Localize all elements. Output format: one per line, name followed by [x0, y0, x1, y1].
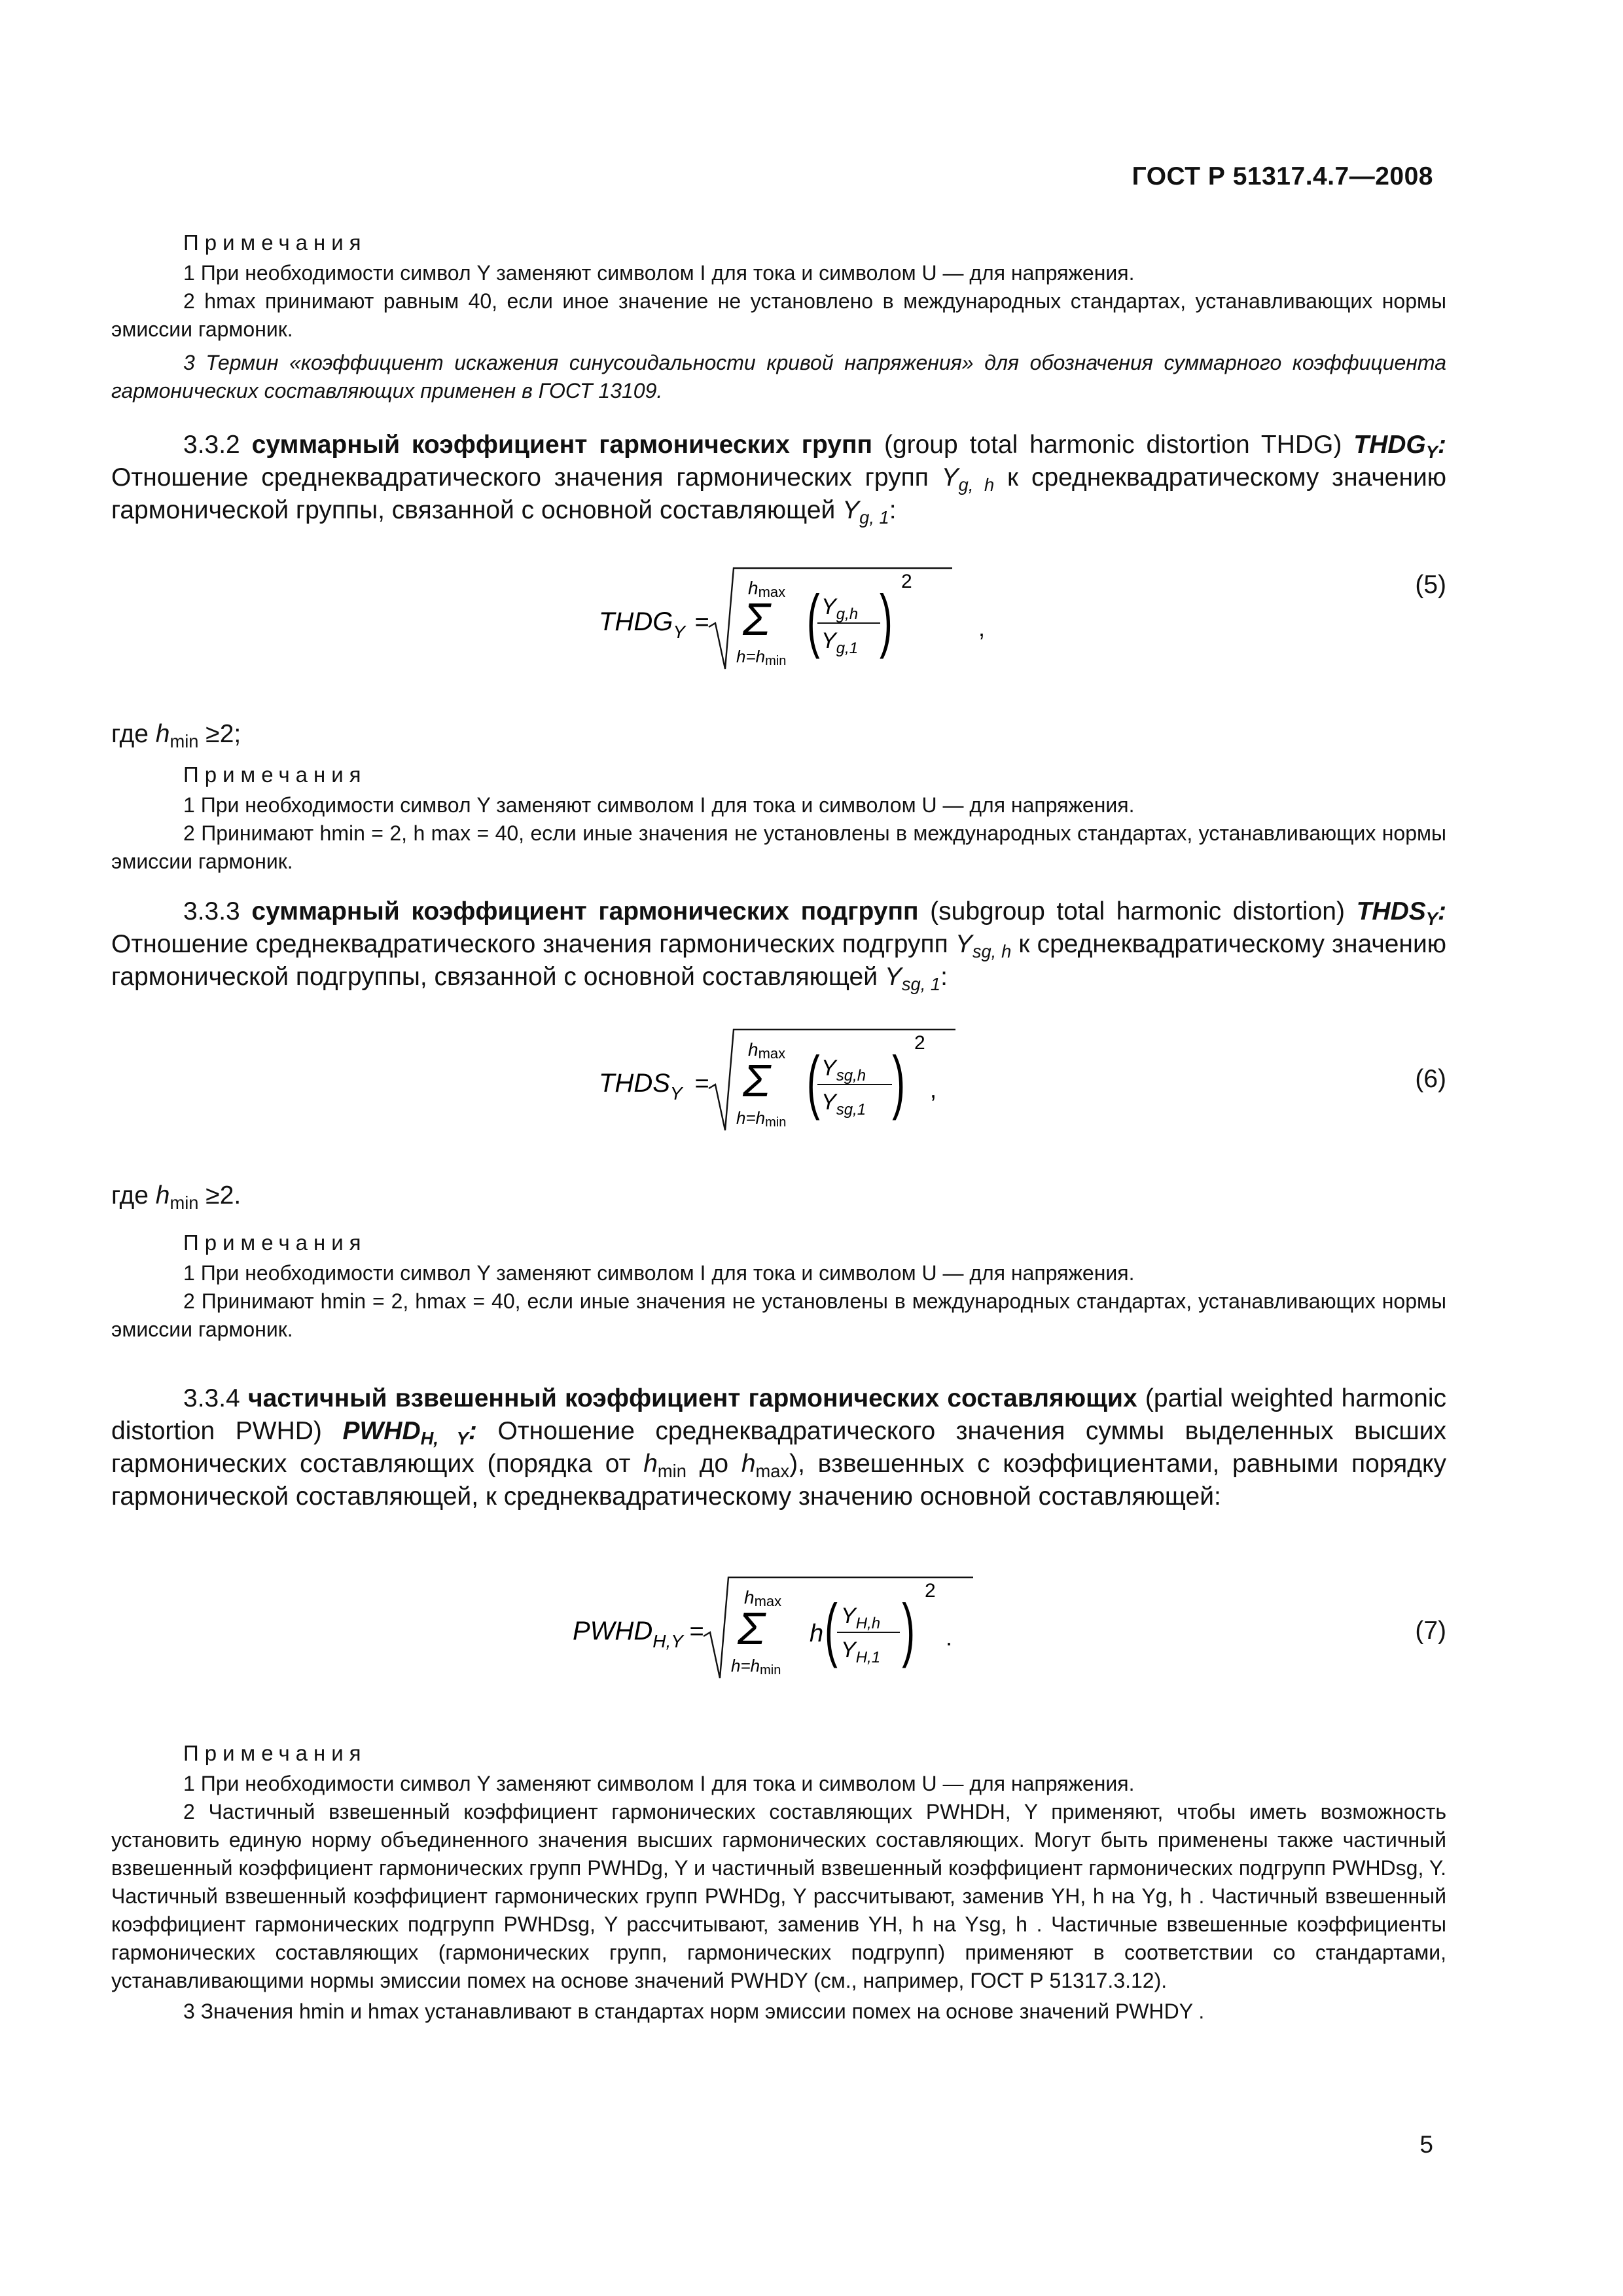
where-clause-6: где $h_{min} \ge 2$.	[111, 1181, 241, 1213]
exponent: 2	[925, 1580, 936, 1602]
notes-block-1	[111, 230, 1446, 405]
definition-cont: ), взвешенных с коэффициентами, равными порядку гармонической составляющей, к среднеквадратическому значению основной составляющей:	[111, 1450, 1446, 1511]
fraction-denominator: $Y_{sg,1}$	[821, 1090, 866, 1119]
formula-lhs: $THDS_Y$	[599, 1069, 683, 1103]
definition: Отношение среднеквадратического значения гармонических групп	[111, 463, 929, 492]
left-paren: (	[806, 581, 820, 660]
equation-number-5: (5)	[1415, 571, 1446, 599]
right-paren: )	[892, 1042, 906, 1121]
right-paren: )	[880, 581, 893, 660]
equals-sign: =	[694, 1070, 709, 1098]
notes-block-2	[111, 762, 1446, 876]
sum-lower-limit: h=hmin	[736, 647, 787, 668]
notes-heading: Примечания	[183, 230, 367, 255]
exponent: 2	[901, 571, 912, 592]
sum-lower-limit: h=hmin	[731, 1656, 781, 1677]
notes-block-3	[111, 1230, 1446, 1344]
notes-heading: Примечания	[183, 1230, 367, 1255]
definition-cont: к среднеквадратическому значению гармонической группы, связанной с основной составляющей	[111, 463, 1447, 524]
english-term: (partial weighted harmonic distortion PWHD)	[111, 1384, 1446, 1445]
standard-header: ГОСТ Р 51317.4.7—2008	[1132, 162, 1433, 190]
term: суммарный коэффициент гармонических подгрупп	[251, 897, 919, 925]
weight-h: h	[810, 1620, 824, 1647]
note-1: 1 При необходимости символ Y заменяют символом I для тока и символом U — для напряжения.	[183, 1261, 1135, 1285]
term: суммарный коэффициент гармонических групп	[251, 431, 873, 459]
fraction-numerator: $Y_{g,h}$	[821, 594, 859, 623]
notes-heading: Примечания	[183, 762, 367, 787]
note-1: 1 При необходимости символ Y заменяют символом I для тока и символом U — для напряжения.	[183, 793, 1135, 817]
left-paren: (	[806, 1042, 820, 1121]
fraction-denominator: $Y_{g,1}$	[821, 628, 859, 657]
where-clause-5: где $h_{min} \ge 2$;	[111, 720, 241, 752]
section-3-3-4: 3.3.4 частичный взвешенный коэффициент гармонических составляющих (partial weighted harmonic distortion PWHD) $PWHD_{H, Y}$: Отношение среднеквадратического значения суммы выделенных высших гармонических составляющих (порядка от $h_{min}$ до $h_{max}$), взвешенных с коэффициентами, равными порядку гармонической составляющей, к среднеквадратическому значению основной составляющей:	[111, 1384, 1446, 1511]
left-paren: (	[825, 1590, 838, 1669]
h-max: $h_{max}$	[741, 1450, 790, 1482]
term-symbol: $THDS_Y$:	[1356, 897, 1446, 929]
formula-lhs: $THDG_Y$	[599, 607, 686, 642]
sum-upper-limit: hmax	[748, 578, 786, 600]
h-min: $h_{min}$	[643, 1450, 687, 1482]
section-number: 3.3.3	[183, 897, 240, 925]
formula-5	[599, 563, 1096, 681]
variable-y-sg1: $Y_{sg, 1}$	[884, 963, 941, 995]
fraction-denominator: $Y_{H,1}$	[841, 1638, 881, 1666]
notes-heading: Примечания	[183, 1741, 367, 1765]
note-2: 2 hmax принимают равным 40, если иное значение не установлено в международных стандартах, устанавливающих нормы эмиссии гармоник.	[111, 289, 1446, 341]
note-1: 1 При необходимости символ Y заменяют символом I для тока и символом U — для напряжения.	[183, 261, 1135, 285]
section-number: 3.3.2	[183, 431, 240, 459]
fraction-numerator: $Y_{H,h}$	[841, 1604, 881, 1632]
trailing-punct: ,	[930, 1076, 937, 1103]
english-term: (group total harmonic distortion THDG)	[883, 431, 1342, 459]
formula-lhs: $PWHD_{H,Y}$	[573, 1617, 683, 1651]
section-3-3-2: 3.3.2 суммарный коэффициент гармонических групп (group total harmonic distortion THDG) $THDG_Y$: Отношение среднеквадратического значения гармонических групп $Y_{g, h}$ к среднеквадратическому значению гармонической группы, связанной с основной составляющей $Y_{g, 1}$:	[111, 431, 1447, 528]
sigma-symbol: Σ	[743, 1055, 770, 1106]
trailing-punct: .	[946, 1624, 953, 1651]
term-symbol: $THDG_Y$:	[1353, 431, 1446, 463]
english-term: (subgroup total harmonic distortion)	[930, 897, 1345, 925]
note-2: 2 Принимают hmin = 2, hmax = 40, если иные значения не установлены в международных стандартах, устанавливающих нормы эмиссии гармоник.	[111, 1289, 1446, 1341]
trailing-punct: ,	[978, 615, 986, 641]
formula-6	[599, 1024, 1096, 1142]
note-2: 2 Принимают hmin = 2, h max = 40, если иные значения не установлены в международных стандартах, устанавливающих нормы эмиссии гармоник.	[111, 821, 1446, 873]
exponent: 2	[914, 1032, 925, 1054]
variable-y-gh: $Y_{g, h}$	[941, 463, 995, 495]
note-3: 3 Значения hmin и hmax устанавливают в стандартах норм эмиссии помех на основе значений PWHDY .	[183, 2000, 1205, 2023]
variable-y-sgh: $Y_{sg, h}$	[955, 930, 1012, 962]
note-2: 2 Частичный взвешенный коэффициент гармонических составляющих PWHDH, Y применяют, чтобы иметь возможность установить единую норму объединенного значения высших гармонических составляющих. Могут быть применены также частичный взвешенный коэффициент гармонических групп PWHDg, Y и частичный взвешенный коэффициент гармонических подгрупп PWHDsg, Y. Частичный взвешенный коэффициент гармонических групп PWHDg, Y рассчитывают, заменив YH, h на Yg, h . Частичный взвешенный коэффициент гармонических подгрупп PWHDsg, Y рассчитывают, заменив YH, h на Ysg, h . Частичные взвешенные коэффициенты гармонических составляющих (гармонических групп, гармонических подгрупп) применяют в соответствии со стандартами, устанавливающими нормы эмиссии помех на основе значений PWHDY (см., например, ГОСТ Р 51317.3.12).	[111, 1800, 1447, 1992]
section-3-3-3: 3.3.3 суммарный коэффициент гармонических подгрупп (subgroup total harmonic distortion) $THDS_Y$: Отношение среднеквадратического значения гармонических подгрупп $Y_{sg, h}$ к среднеквадратическому значению гармонической подгруппы, связанной с основной составляющей $Y_{sg, 1}$:	[111, 897, 1446, 995]
sum-upper-limit: hmax	[748, 1039, 786, 1062]
fraction-numerator: $Y_{sg,h}$	[821, 1056, 866, 1085]
equation-number-6: (6)	[1415, 1065, 1446, 1093]
term: частичный взвешенный коэффициент гармонических составляющих	[247, 1384, 1137, 1412]
formula-7	[573, 1572, 1109, 1690]
term-symbol: $PWHD_{H, Y}$:	[342, 1417, 477, 1449]
sum-upper-limit: hmax	[744, 1587, 782, 1609]
equals-sign: =	[689, 1618, 704, 1645]
note-1: 1 При необходимости символ Y заменяют символом I для тока и символом U — для напряжения.	[183, 1772, 1135, 1795]
definition: Отношение среднеквадратического значения суммы выделенных высших гармонических составляющих (порядка от	[111, 1417, 1446, 1478]
equals-sign: =	[694, 609, 709, 636]
definition: Отношение среднеквадратического значения гармонических подгрупп	[111, 930, 948, 958]
notes-block-4	[111, 1741, 1446, 2026]
definition-cont: к среднеквадратическому значению гармонической подгруппы, связанной с основной составляющей	[111, 930, 1446, 991]
sigma-symbol: Σ	[738, 1603, 765, 1654]
right-paren: )	[902, 1590, 916, 1669]
sigma-symbol: Σ	[743, 594, 770, 645]
equation-number-7: (7)	[1415, 1617, 1446, 1645]
sum-lower-limit: h=hmin	[736, 1108, 787, 1130]
section-number: 3.3.4	[183, 1384, 240, 1412]
variable-y-g1: $Y_{g, 1}$	[842, 496, 889, 528]
note-3: 3 Термин «коэффициент искажения синусоидальности кривой напряжения» для обозначения суммарного коэффициента гармонических составляющих применен в ГОСТ 13109.	[111, 351, 1446, 403]
page-number: 5	[1419, 2131, 1433, 2158]
